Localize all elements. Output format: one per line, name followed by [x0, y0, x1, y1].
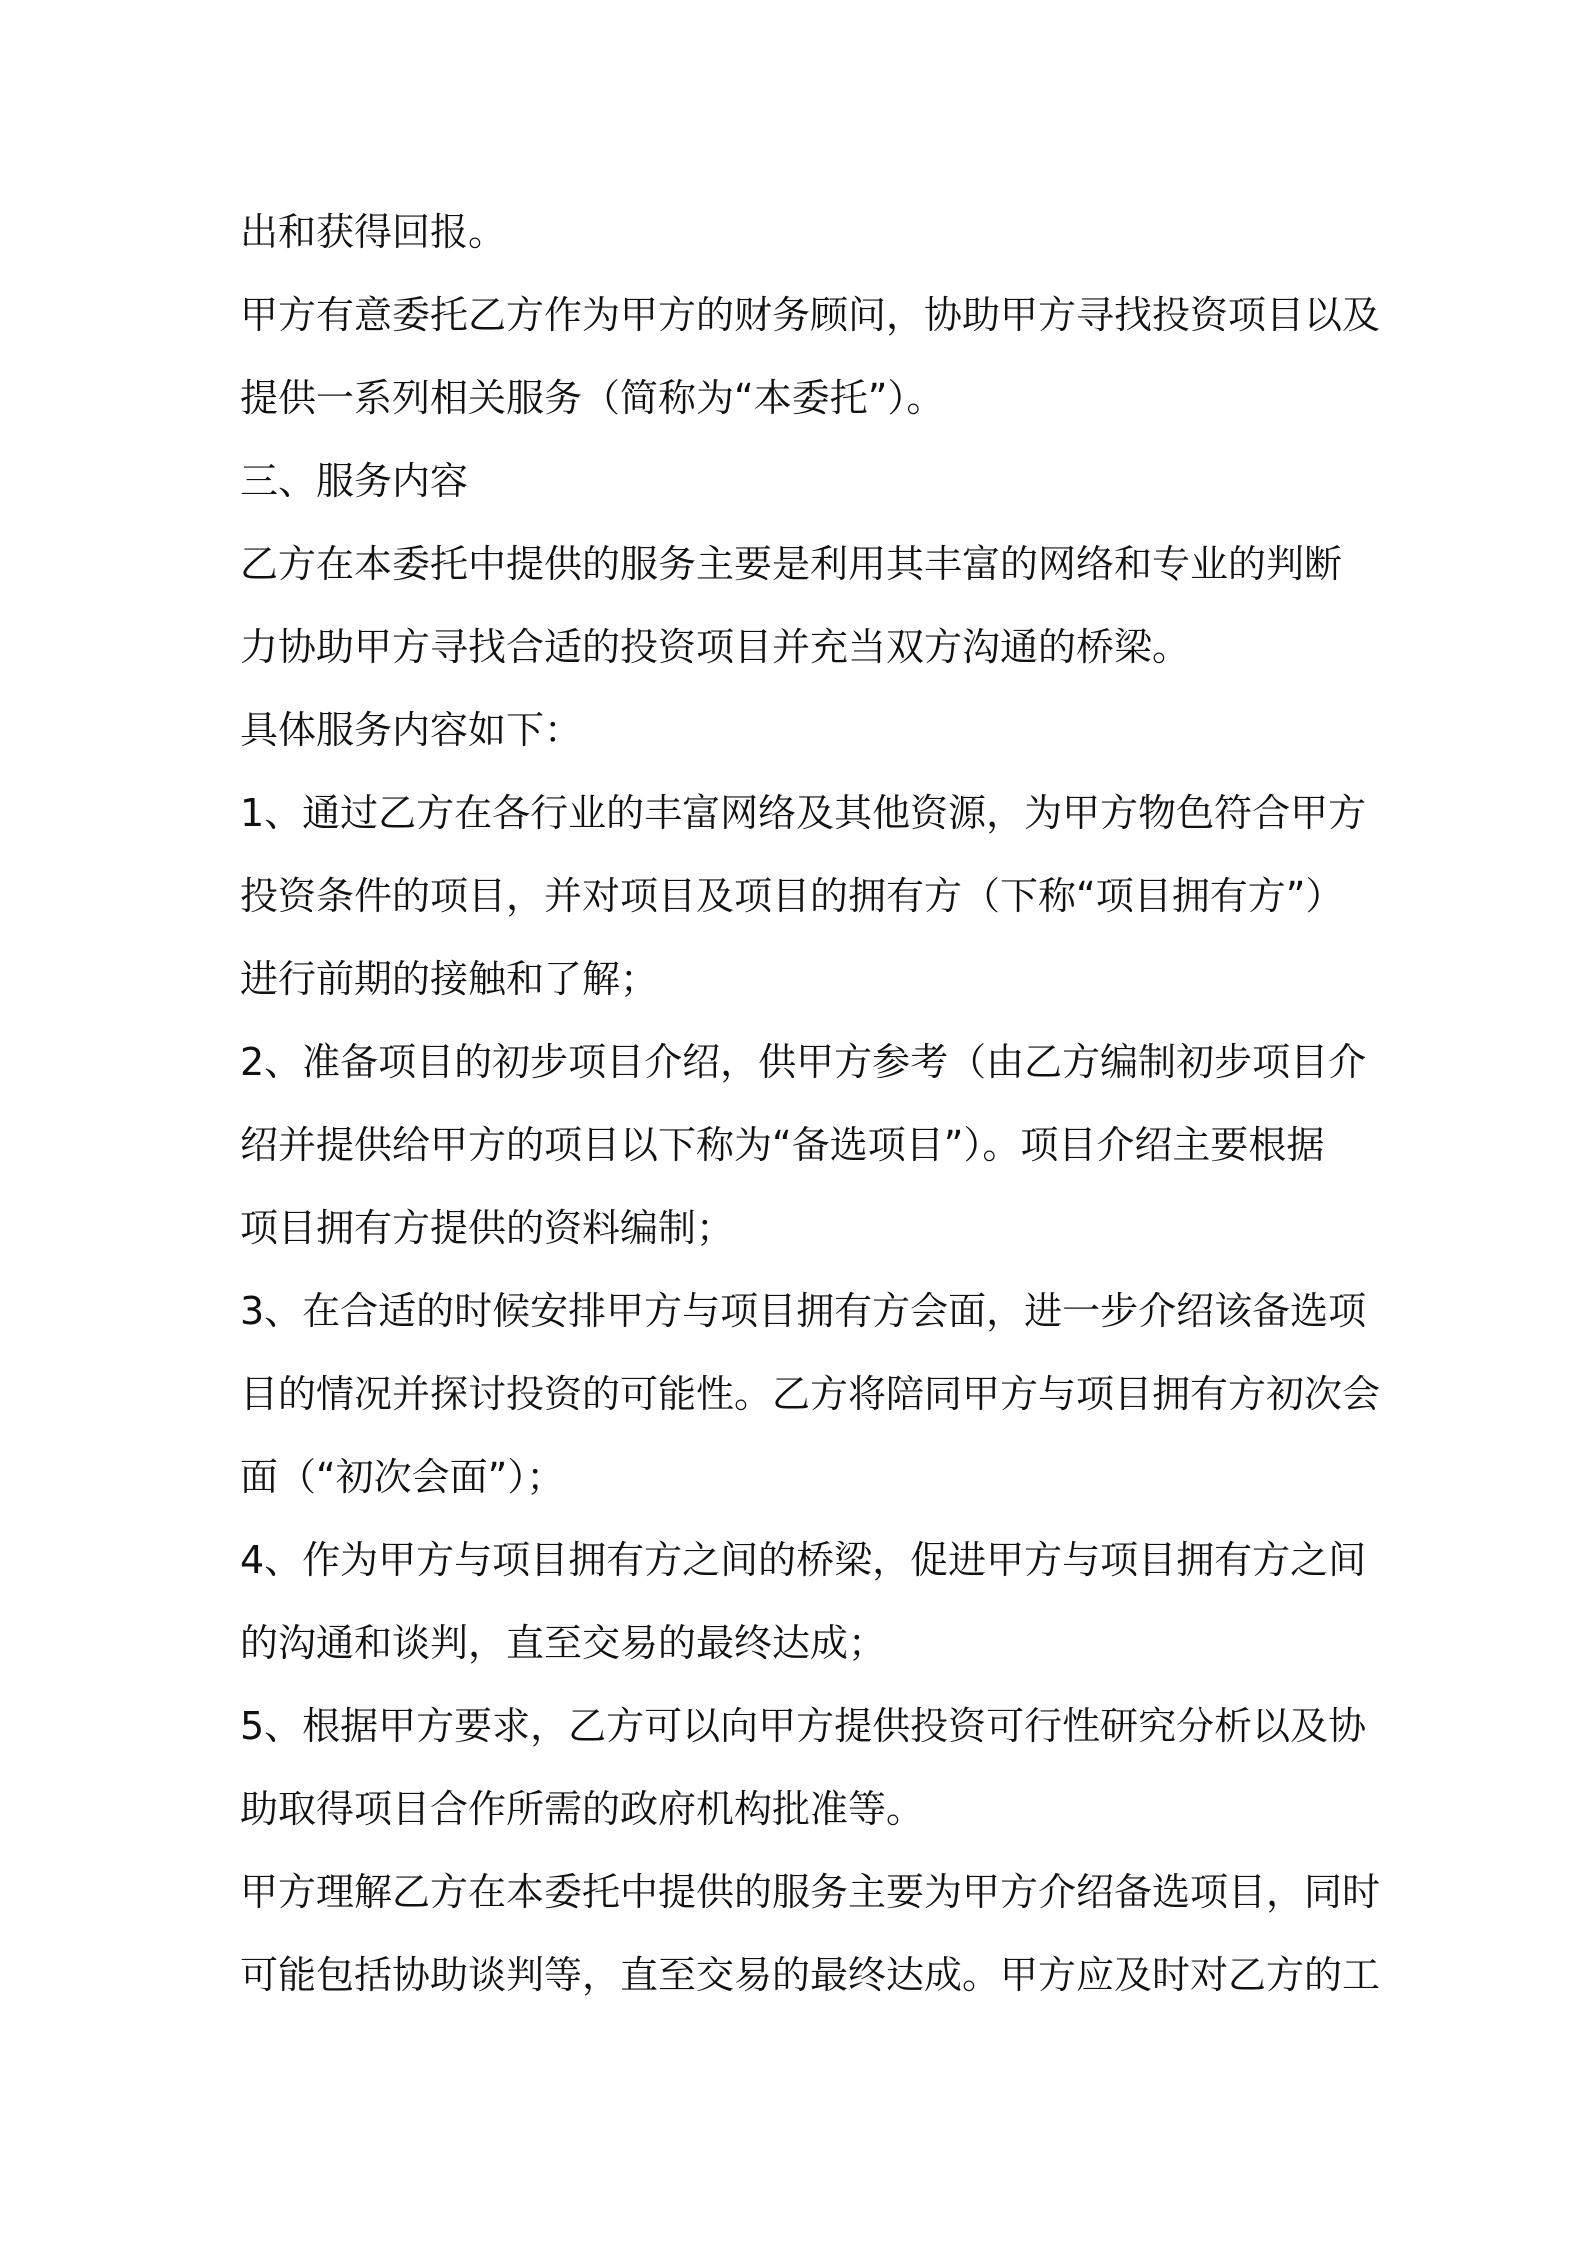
text-line: 甲方有意委托乙方作为甲方的财务顾问，协助甲方寻找投资项目以及 [240, 293, 1381, 337]
text-line: 进行前期的接触和了解； [240, 957, 659, 1001]
text-line: 力协助甲方寻找合适的投资项目并充当双方沟通的桥梁。 [240, 625, 1191, 669]
list-item-2: 2、准备项目的初步项目介绍，供甲方参考（由乙方编制初步项目介 [240, 1040, 1367, 1084]
text-line: 甲方理解乙方在本委托中提供的服务主要为甲方介绍备选项目，同时 [240, 1870, 1381, 1914]
text-line: 投资条件的项目，并对项目及项目的拥有方（下称“项目拥有方”） [240, 874, 1344, 918]
text-line: 出和获得回报。 [240, 210, 507, 254]
list-item-4: 4、作为甲方与项目拥有方之间的桥梁，促进甲方与项目拥有方之间 [240, 1538, 1367, 1582]
document-body [240, 191, 1381, 2017]
text-line: 乙方在本委托中提供的服务主要是利用其丰富的网络和专业的判断 [240, 542, 1343, 586]
text-line: 可能包括协助谈判等，直至交易的最终达成。甲方应及时对乙方的工 [240, 1953, 1381, 1997]
list-item-3: 3、在合适的时候安排甲方与项目拥有方会面，进一步介绍该备选项 [240, 1289, 1367, 1333]
text-line: 目的情况并探讨投资的可能性。乙方将陪同甲方与项目拥有方初次会 [240, 1372, 1381, 1416]
list-item-5: 5、根据甲方要求，乙方可以向甲方提供投资可行性研究分析以及协 [240, 1704, 1367, 1748]
text-line: 提供一系列相关服务（简称为“本委托”）。 [240, 376, 945, 420]
text-line: 的沟通和谈判，直至交易的最终达成； [240, 1621, 887, 1665]
text-line: 助取得项目合作所需的政府机构批准等。 [240, 1787, 925, 1831]
text-line: 绍并提供给甲方的项目以下称为“备选项目”）。项目介绍主要根据 [240, 1123, 1325, 1167]
text-line: 项目拥有方提供的资料编制； [240, 1206, 735, 1250]
text-line: 面（“初次会面”）； [240, 1455, 565, 1499]
text-line: 具体服务内容如下： [240, 708, 583, 752]
section-heading: 三、服务内容 [240, 459, 469, 503]
list-item-1: 1、通过乙方在各行业的丰富网络及其他资源，为甲方物色符合甲方 [240, 791, 1367, 835]
